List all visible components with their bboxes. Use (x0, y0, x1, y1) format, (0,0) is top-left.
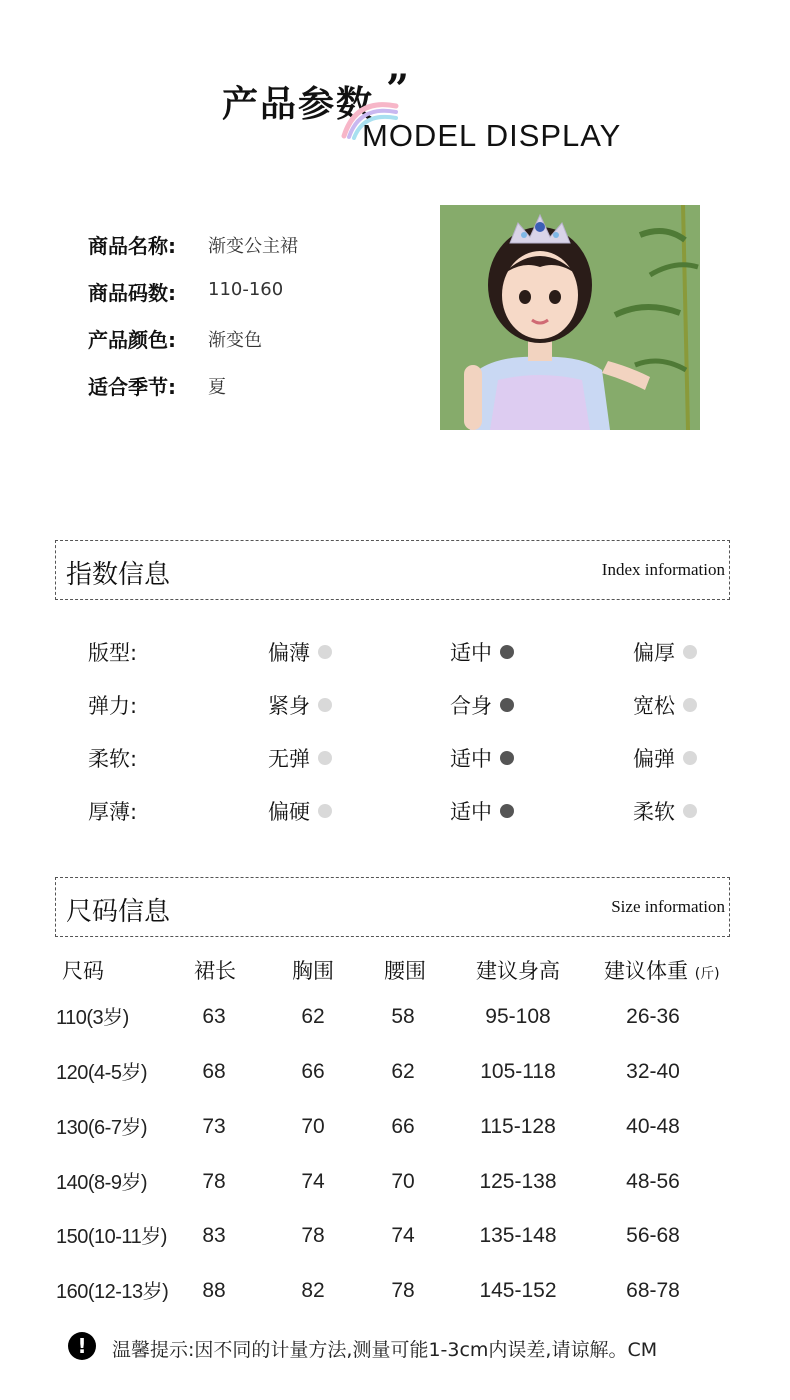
dot-selected-icon (500, 804, 514, 818)
dot-icon (683, 645, 697, 659)
index-label: 柔软: (88, 747, 138, 771)
dot-selected-icon (500, 645, 514, 659)
index-option-label: 柔软 (633, 800, 675, 824)
table-cell: 105-118 (480, 1060, 556, 1083)
dot-selected-icon (500, 698, 514, 712)
section-title: 尺码信息 (66, 897, 171, 927)
index-option-label: 宽松 (633, 694, 675, 718)
table-cell: 78 (202, 1170, 226, 1193)
dot-icon (683, 698, 697, 712)
column-header: 尺码 (62, 959, 104, 983)
index-option (268, 690, 332, 720)
column-header: 建议体重 (604, 959, 688, 983)
index-option (633, 637, 697, 667)
index-option-selected (450, 743, 514, 773)
dot-icon (318, 645, 332, 659)
index-option-selected (450, 796, 514, 826)
dot-selected-icon (500, 751, 514, 765)
table-cell: 140(8-9岁) (56, 1172, 148, 1194)
param-value: 110-160 (208, 279, 284, 300)
param-label: 适合季节: (88, 375, 176, 399)
param-row-size (88, 277, 284, 306)
table-cell: 58 (391, 1005, 415, 1028)
index-option-selected (450, 637, 514, 667)
table-cell: 125-138 (479, 1170, 557, 1193)
index-option-label: 无弹 (268, 747, 310, 771)
index-option-label: 合身 (450, 694, 492, 718)
table-cell: 78 (301, 1224, 325, 1247)
dot-icon (683, 751, 697, 765)
dot-icon (683, 804, 697, 818)
exclamation-icon: ! (68, 1332, 96, 1360)
index-option-label: 偏弹 (633, 747, 675, 771)
section-title-en: Index information (601, 560, 725, 579)
dot-icon (318, 698, 332, 712)
table-cell: 68-78 (626, 1279, 680, 1302)
table-cell: 110(3岁) (56, 1007, 129, 1029)
param-row-season (88, 371, 226, 400)
index-label: 弹力: (88, 694, 138, 718)
table-cell: 150(10-11岁) (56, 1226, 167, 1248)
table-cell: 74 (391, 1224, 415, 1247)
column-header-weight (604, 955, 720, 985)
table-cell: 83 (202, 1224, 226, 1247)
index-info-header (55, 540, 730, 600)
table-cell: 66 (391, 1115, 415, 1138)
table-cell: 66 (301, 1060, 325, 1083)
table-cell: 62 (301, 1005, 325, 1028)
weight-unit: (斤) (694, 966, 720, 982)
table-cell: 160(12-13岁) (56, 1281, 169, 1303)
param-value: 渐变色 (208, 330, 262, 351)
table-cell: 40-48 (626, 1115, 680, 1138)
index-option (268, 743, 332, 773)
index-label: 版型: (88, 641, 138, 665)
index-option-label: 适中 (450, 641, 492, 665)
index-option-label: 偏薄 (268, 641, 310, 665)
column-header: 裙长 (194, 959, 236, 983)
index-option-label: 适中 (450, 747, 492, 771)
note-text: 温馨提示:因不同的计量方法,测量可能1-3cm内误差,请谅解。CM (112, 1339, 658, 1361)
table-cell: 115-128 (480, 1115, 556, 1138)
table-cell: 145-152 (479, 1279, 557, 1302)
column-header: 建议身高 (476, 959, 560, 983)
index-option (268, 637, 332, 667)
table-cell: 78 (391, 1279, 415, 1302)
size-info-header (55, 877, 730, 937)
quote-mark: ” (386, 66, 410, 113)
table-cell: 26-36 (626, 1005, 680, 1028)
table-cell: 32-40 (626, 1060, 680, 1083)
table-cell: 120(4-5岁) (56, 1062, 148, 1084)
index-option (633, 743, 697, 773)
table-cell: 74 (301, 1170, 325, 1193)
index-label: 厚薄: (88, 800, 138, 824)
table-cell: 130(6-7岁) (56, 1117, 148, 1139)
index-option-label: 偏厚 (633, 641, 675, 665)
section-title: 指数信息 (66, 560, 171, 590)
model-photo (440, 205, 700, 430)
param-value: 夏 (208, 377, 226, 398)
index-option-label: 偏硬 (268, 800, 310, 824)
param-label: 商品名称: (88, 234, 176, 258)
dot-icon (318, 751, 332, 765)
table-cell: 95-108 (485, 1005, 551, 1028)
table-cell: 56-68 (626, 1224, 680, 1247)
table-cell: 70 (301, 1115, 325, 1138)
table-cell: 88 (202, 1279, 226, 1302)
table-cell: 73 (202, 1115, 226, 1138)
index-option-label: 紧身 (268, 694, 310, 718)
page-title: 产品参数 (222, 84, 375, 125)
param-row-color (88, 324, 262, 353)
table-cell: 135-148 (479, 1224, 557, 1247)
column-header: 胸围 (292, 959, 334, 983)
index-option (268, 796, 332, 826)
index-option-label: 适中 (450, 800, 492, 824)
index-option-selected (450, 690, 514, 720)
section-title-en: Size information (611, 897, 725, 916)
table-cell: 82 (301, 1279, 325, 1302)
param-value: 渐变公主裙 (208, 236, 298, 257)
index-option (633, 796, 697, 826)
param-row-name (88, 230, 298, 259)
table-cell: 62 (391, 1060, 415, 1083)
param-label: 产品颜色: (88, 328, 176, 352)
param-label: 商品码数: (88, 281, 176, 305)
index-option (633, 690, 697, 720)
table-cell: 70 (391, 1170, 415, 1193)
table-cell: 68 (202, 1060, 226, 1083)
page-subtitle: MODEL DISPLAY (362, 118, 622, 153)
dot-icon (318, 804, 332, 818)
table-cell: 63 (202, 1005, 226, 1028)
column-header: 腰围 (384, 959, 426, 983)
table-cell: 48-56 (626, 1170, 680, 1193)
